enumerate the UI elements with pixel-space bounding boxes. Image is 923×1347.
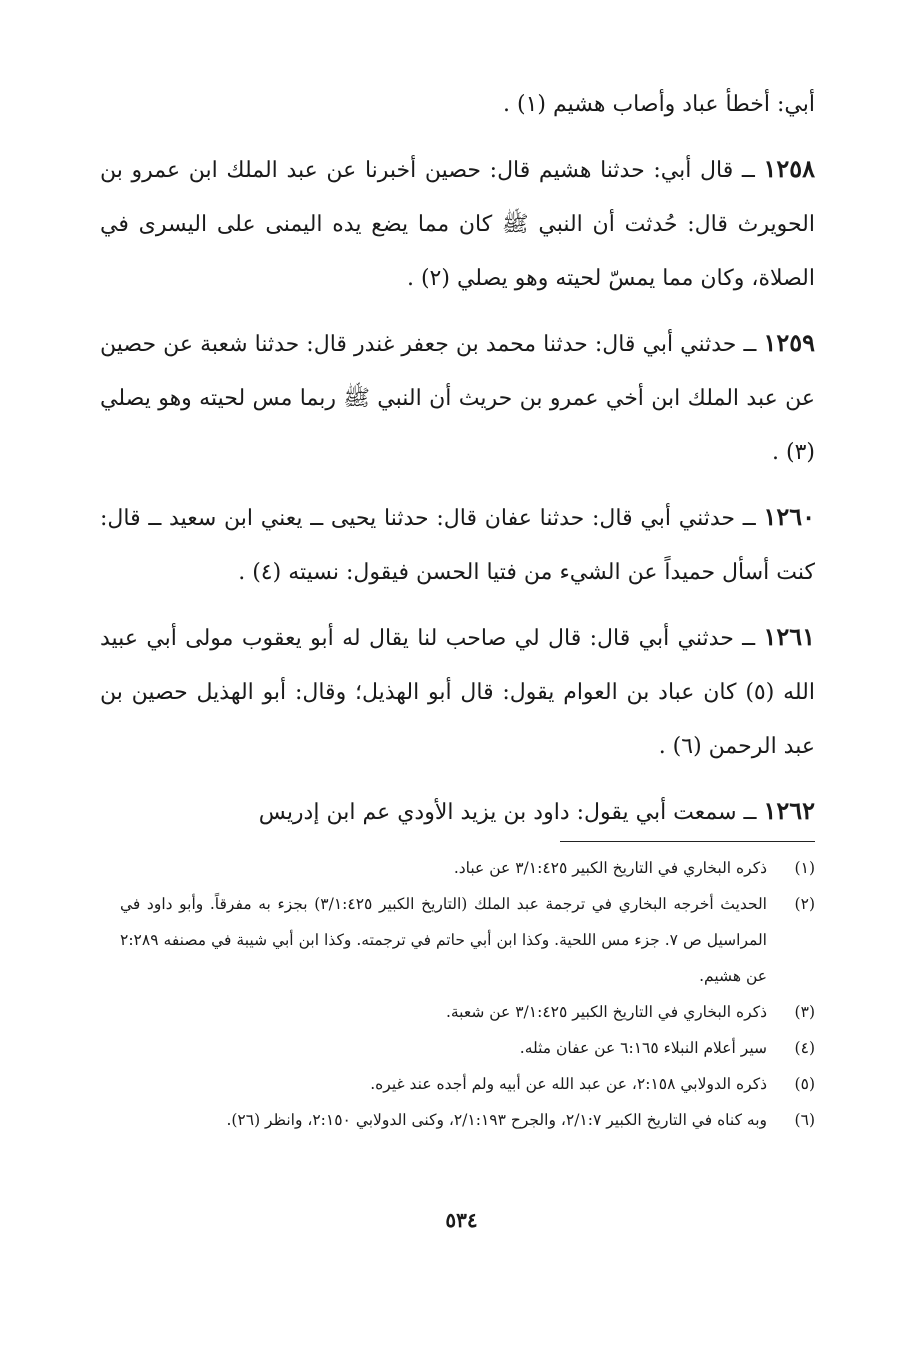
intro-paragraph [100, 78, 815, 132]
footnote-divider [560, 841, 815, 842]
footnote-item [120, 850, 815, 886]
footnote-number: (٤) [794, 1039, 815, 1057]
footnote-item [120, 994, 815, 1030]
footnote-text: سير أعلام النبلاء ٦:١٦٥ عن عفان مثله. [519, 1039, 767, 1057]
hadith-text: حدثني أبي قال: حدثنا عفان قال: حدثنا يحيى ــ يعني ابن سعيد ــ قال: كنت أسأل حميداً عن الشيء من فتيا الحسن فيقول: نسيته (٤) . [100, 506, 815, 585]
hadith-number: ١٢٦٢ [763, 796, 815, 825]
page-number: ٥٣٤ [445, 1208, 478, 1232]
footnote-number: (٣) [794, 1003, 815, 1021]
hadith-1260 [100, 490, 815, 600]
hadith-number: ١٢٦١ [763, 622, 815, 651]
hadith-dash: ــ [733, 626, 764, 651]
footnote-number: (٥) [794, 1075, 815, 1093]
footnote-text: وبه كناه في التاريخ الكبير ٢/١:٧، والجرح ٢/١:١٩٣، وكنى الدولابي ٢:١٥٠، وانظر (٢٦). [226, 1111, 767, 1129]
hadith-text: سمعت أبي يقول: داود بن يزيد الأودي عم ابن إدريس [258, 800, 737, 825]
hadith-dash: ــ [735, 506, 764, 531]
hadith-1258 [100, 142, 815, 306]
hadith-number: ١٢٥٨ [763, 154, 815, 183]
hadith-dash: ــ [736, 332, 764, 357]
footnotes [120, 850, 815, 1138]
footnote-item [120, 1102, 815, 1138]
footnote-number: (٢) [794, 895, 815, 913]
footnote-text: الحديث أخرجه البخاري في ترجمة عبد الملك (التاريخ الكبير ٣/١:٤٢٥) بجزء به مفرقاً. وأبو داود في المراسيل ص ٧. جزء مس اللحية. وكذا ابن أبي حاتم في ترجمته. وكذا ابن أبي شيبة في مصنفه ٢:٢٨٩ عن هشيم. [120, 895, 767, 985]
intro-text: أبي: أخطأ عباد وأصاب هشيم (١) . [502, 92, 815, 117]
hadith-text: حدثني أبي قال: حدثنا محمد بن جعفر غندر قال: حدثنا شعبة عن حصين عن عبد الملك ابن أخي عمرو بن حريث أن النبي ﷺ ربما مس لحيته وهو يصلي (٣) . [100, 332, 815, 465]
hadith-1261 [100, 610, 815, 774]
footnote-text: ذكره البخاري في التاريخ الكبير ٣/١:٤٢٥ عن عباد. [453, 859, 767, 877]
hadith-1259 [100, 316, 815, 480]
footnote-text: ذكره البخاري في التاريخ الكبير ٣/١:٤٢٥ عن شعبة. [445, 1003, 767, 1021]
hadith-text: قال أبي: حدثنا هشيم قال: حصين أخبرنا عن عبد الملك ابن عمرو بن الحويرث قال: حُدثت أن النبي ﷺ كان مما يضع يده اليمنى على اليسرى في الصلاة، وكان مما يمسّ لحيته وهو يصلي (٢) . [100, 158, 815, 291]
footnote-text: ذكره الدولابي ٢:١٥٨، عن عبد الله عن أبيه ولم أجده عند غيره. [370, 1075, 767, 1093]
main-text [100, 78, 815, 840]
hadith-1262 [100, 784, 815, 840]
footnote-number: (٦) [794, 1111, 815, 1129]
hadith-text: حدثني أبي قال: قال لي صاحب لنا يقال له أبو يعقوب مولى أبي عبيد الله (٥) كان عباد بن العوام يقول: قال أبو الهذيل؛ وقال: أبو الهذيل حصين بن عبد الرحمن (٦) . [100, 626, 815, 759]
hadith-number: ١٢٥٩ [763, 328, 815, 357]
hadith-dash: ــ [736, 800, 764, 825]
footnote-number: (١) [794, 859, 815, 877]
footnote-item [120, 1066, 815, 1102]
hadith-number: ١٢٦٠ [763, 502, 815, 531]
footnote-item [120, 886, 815, 994]
hadith-dash: ــ [733, 158, 764, 183]
footnote-item [120, 1030, 815, 1066]
